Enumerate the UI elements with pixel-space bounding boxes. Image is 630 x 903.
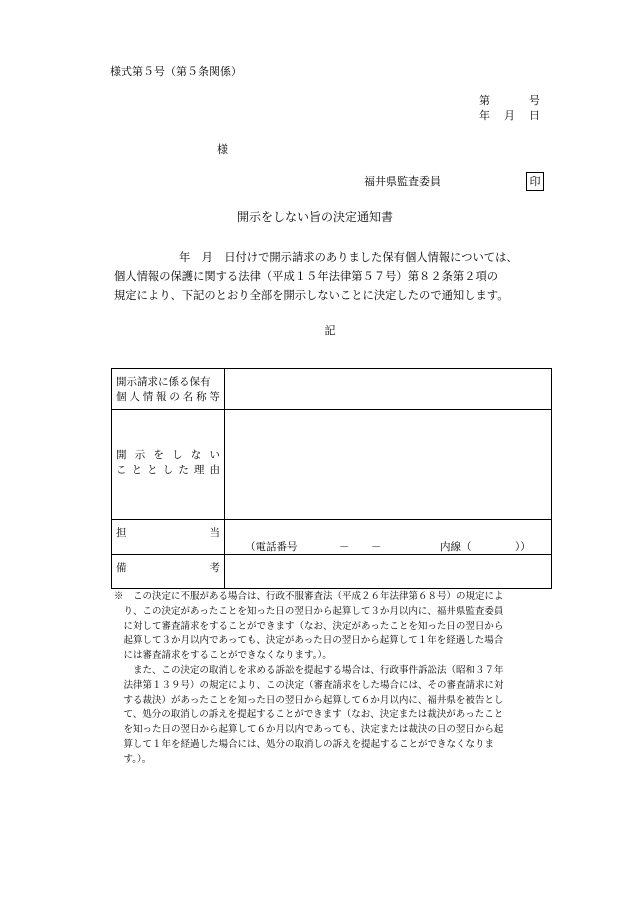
- label-cell: [112, 369, 225, 410]
- body-paragraph: [114, 248, 554, 305]
- note-line: て、処分の取消しの訴えを提起することができます（なお、決定または裁決があったこと: [114, 709, 504, 721]
- label-right: 当: [209, 527, 220, 539]
- tel-dash-2: －: [371, 541, 382, 553]
- note-line: 起算して３か月以内であっても、決定があった日の翌日から起算して１年を経過した場合: [114, 635, 504, 647]
- table-row-remarks: [112, 555, 552, 589]
- sender-name: 福井県監査委員: [364, 175, 441, 188]
- label-left: 担: [116, 527, 127, 539]
- date-month: 月: [504, 109, 515, 122]
- body-line-2: 個人情報の保護に関する法律（平成１５年法律第５７号）第８２条第２項の: [114, 270, 499, 283]
- label-cell: [112, 410, 225, 520]
- label-line: 開示請求に係る保有: [116, 376, 211, 388]
- form-number: 様式第５号（第５条関係）: [110, 65, 242, 78]
- date-year: 年: [479, 109, 490, 122]
- note-line: また、この決定の取消しを求める訴訟を提起する場合は、行政事件訴訟法（昭和３７年: [114, 664, 504, 676]
- tel-dash-1: －: [339, 541, 350, 553]
- label-line: こ と と し た 理 由: [116, 464, 220, 476]
- label-right: 考: [209, 562, 220, 574]
- note-line: ※ この決定に不服がある場合は、行政不服審査法（平成２６年法律第６８号）の規定によ: [114, 591, 504, 602]
- addressee-suffix: 様: [217, 143, 228, 156]
- ext-close: ））: [515, 541, 531, 553]
- number-label: 第: [479, 94, 490, 107]
- note-line: する裁決）があったことを知った日の翌日から起算して６か月以内に、福井県を被告とし: [114, 694, 504, 706]
- label-cell: [112, 555, 225, 589]
- contact-cell[interactable]: [225, 520, 552, 555]
- body-line-1: 年 月 日付けで開示請求のありました保有個人情報については、: [179, 251, 518, 264]
- ext-label: 内線（: [440, 541, 472, 553]
- note-line: り、この決定があったことを知った日の翌日から起算して３か月以内に、福井県監査委員: [114, 605, 504, 617]
- notes-section: [114, 590, 554, 768]
- tel-label: （電話番号: [245, 541, 298, 553]
- number-suffix: 号: [529, 94, 540, 107]
- note-line: に対して審査請求をすることができます（なお、決定があったことを知った日の翌日から: [114, 620, 504, 632]
- table-row-name: [112, 369, 552, 410]
- note-line: す。）。: [114, 753, 152, 765]
- note-line: 法律第１３９号）の規定により、この決定（審査請求をした場合には、その審査請求に対: [114, 679, 504, 691]
- value-cell[interactable]: [225, 555, 552, 589]
- label-left: 備: [116, 562, 127, 574]
- value-cell[interactable]: [225, 369, 552, 410]
- table-row-reason: [112, 410, 552, 520]
- note-line: 算して１年を経過した場合には、処分の取消しの訴えを提起することができなくなりま: [114, 738, 495, 750]
- seal-stamp: 印: [526, 172, 544, 191]
- note-line: を知った日の翌日から起算して６か月以内であっても、決定または裁決の日の翌日から起: [114, 724, 504, 736]
- note-line: には審査請求をすることができなくなります。）。: [114, 650, 332, 662]
- body-line-3: 規定により、下記のとおり全部を開示しないことに決定したので通知します。: [114, 289, 509, 302]
- label-line: 個 人 情 報 の 名 称 等: [116, 391, 220, 403]
- label-line: 開 示 を し な い: [116, 449, 220, 461]
- label-cell: [112, 520, 225, 555]
- table-row-contact: [112, 520, 552, 555]
- info-table: [111, 368, 552, 589]
- value-cell[interactable]: [225, 410, 552, 520]
- date-day: 日: [529, 109, 540, 122]
- ki-heading: 記: [324, 324, 336, 337]
- document-title: 開示をしない旨の決定通知書: [236, 210, 393, 224]
